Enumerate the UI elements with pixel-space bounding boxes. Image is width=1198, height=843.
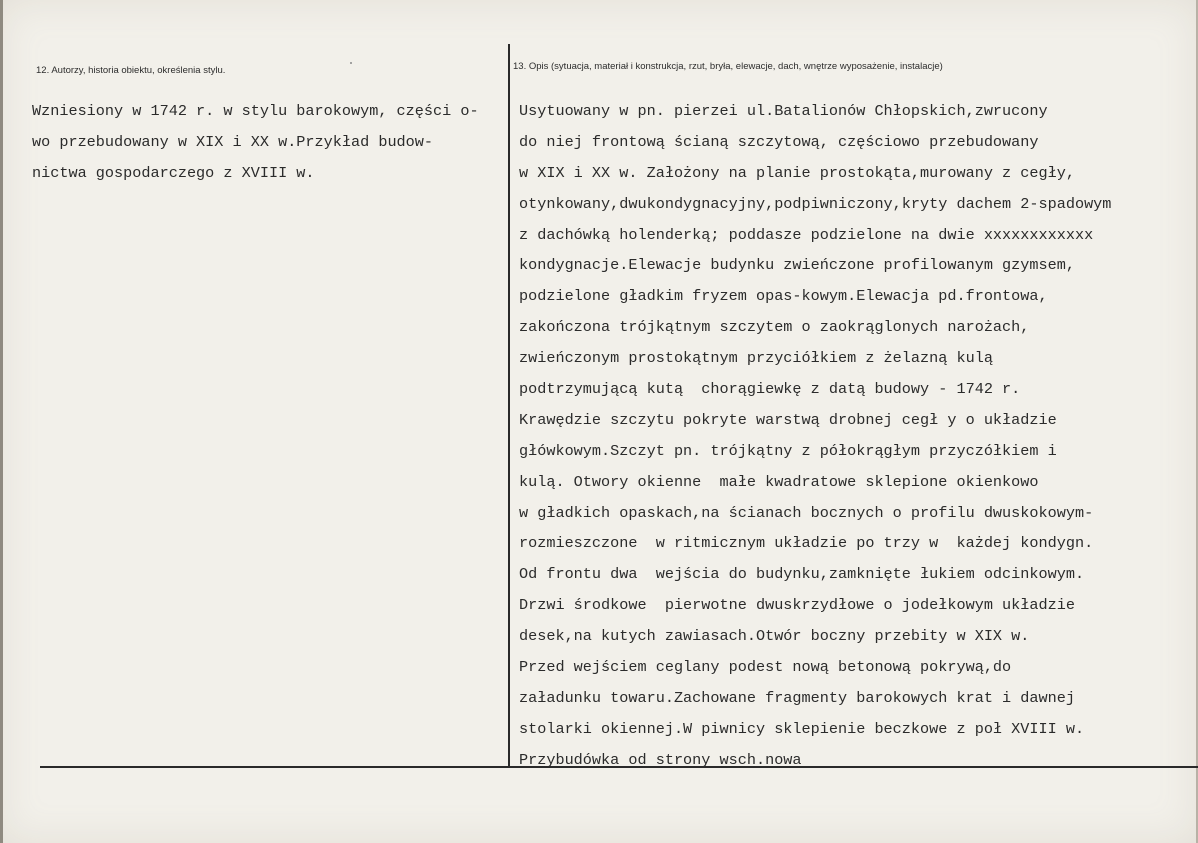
description-line: Od frontu dwa wejścia do budynku,zamknięte łukiem odcinkowym. [519,565,1085,584]
section-12-header: 12. Autorzy, historia obiektu, określenia stylu. [36,65,226,76]
description-line: desek,na kutych zawiasach.Otwór boczny przebity w XIX w. [519,627,1030,646]
description-line: Przybudówka od strony wsch.nowa [519,750,802,769]
history-text [32,96,508,189]
sheet-left-edge [0,0,3,843]
description-line: otynkowany,dwukondygnacyjny,podpiwniczony,kryty dachem 2-spadowym [519,194,1112,213]
description-line: załadunku towaru.Zachowane fragmenty barokowych krat i dawnej [519,688,1075,707]
description-line: kondygnacje.Elewacje budynku zwieńczone profilowanym gzymsem, [519,256,1075,275]
description-line: z dachówką holenderką; poddasze podzielone na dwie xxxxxxxxxxxx [519,225,1094,244]
description-line: Drzwi środkowe pierwotne dwuskrzydłowe o jodełkowym układzie [519,596,1075,615]
history-line: nictwa gospodarczego z XVIII w. [32,164,315,182]
description-line: do niej frontową ścianą szczytową, częściowo przebudowany [519,132,1039,151]
description-text [519,96,1191,776]
description-line: rozmieszczone w ritmicznym układzie po trzy w każdej kondygn. [519,534,1094,553]
description-line: w XIX i XX w. Założony na planie prostokąta,murowany z cegły, [519,163,1075,182]
description-line: zakończona trójkątnym szczytem o zaokrąglonych narożach, [519,318,1030,337]
column-divider [508,44,510,766]
description-line: stolarki okiennej.W piwnicy sklepienie beczkowe z poł XVIII w. [519,719,1085,738]
description-line: kulą. Otwory okienne małe kwadratowe sklepione okienkowo [519,472,1039,491]
description-line: podtrzymującą kutą chorągiewkę z datą budowy - 1742 r. [519,380,1021,399]
section-13-header: 13. Opis (sytuacja, materiał i konstrukcja, rzut, bryła, elewacje, dach, wnętrze wyposażenie, instalacje) [513,61,943,72]
description-line: w gładkich opaskach,na ścianach bocznych o profilu dwuskokowym- [519,503,1094,522]
history-line: Wzniesiony w 1742 r. w stylu barokowym, części o- [32,102,479,120]
description-line: Krawędzie szczytu pokryte warstwą drobnej cegł y o układzie [519,410,1057,429]
paper-speck [350,62,352,64]
description-line: zwieńczonym prostokątnym przyciółkiem z żelazną kulą [519,349,993,368]
description-line: Usytuowany w pn. pierzei ul.Batalionów Chłopskich,zwrucony [519,102,1048,120]
description-line: podzielone gładkim fryzem opas-kowym.Elewacja pd.frontowa, [519,287,1048,306]
description-line: Przed wejściem ceglany podest nową betonową pokrywą,do [519,658,1012,677]
description-line: główkowym.Szczyt pn. trójkątny z półokrągłym przyczółkiem i [519,441,1057,460]
history-line: wo przebudowany w XIX i XX w.Przykład budow- [32,133,434,151]
